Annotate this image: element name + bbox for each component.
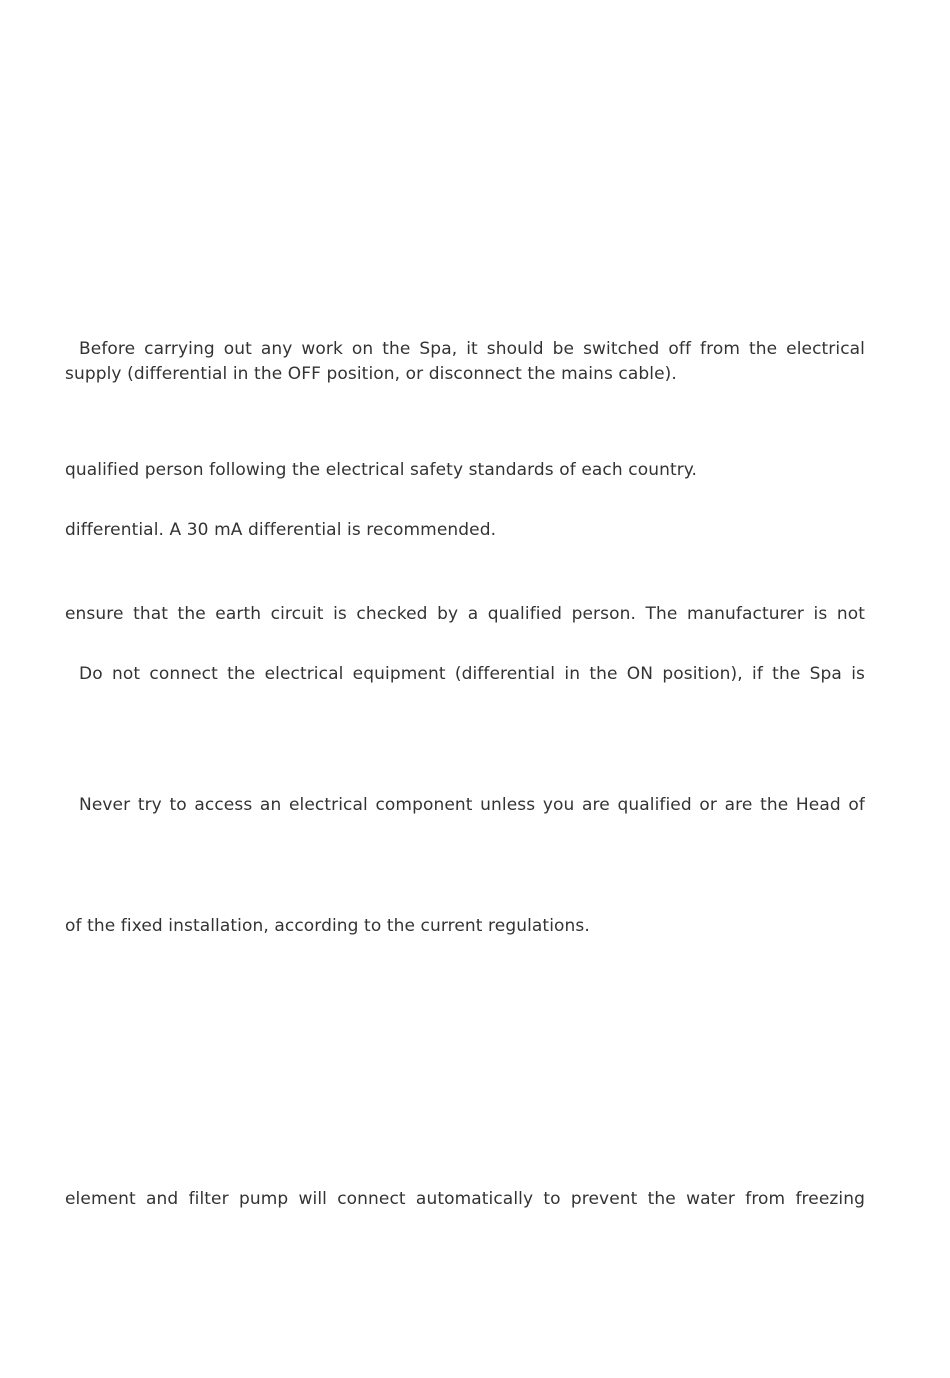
text-line-2: supply (differential in the OFF position, or disconnect the mains cable). xyxy=(65,364,677,384)
text-line-6: Do not connect the electrical equipment (differential in the ON position), if the Spa is xyxy=(79,664,865,684)
text-line-8: of the fixed installation, according to the current regulations. xyxy=(65,916,590,936)
text-line-9: element and filter pump will connect automatically to prevent the water from freezing xyxy=(65,1189,865,1209)
text-line-1: Before carrying out any work on the Spa, it should be switched off from the electrical xyxy=(79,339,865,359)
text-line-5: ensure that the earth circuit is checked by a qualified person. The manufacturer is not xyxy=(65,604,865,624)
text-line-4: differential. A 30 mA differential is recommended. xyxy=(65,520,497,540)
text-line-3: qualified person following the electrical safety standards of each country. xyxy=(65,460,698,480)
text-line-7: Never try to access an electrical component unless you are qualified or are the Head of xyxy=(79,795,865,815)
